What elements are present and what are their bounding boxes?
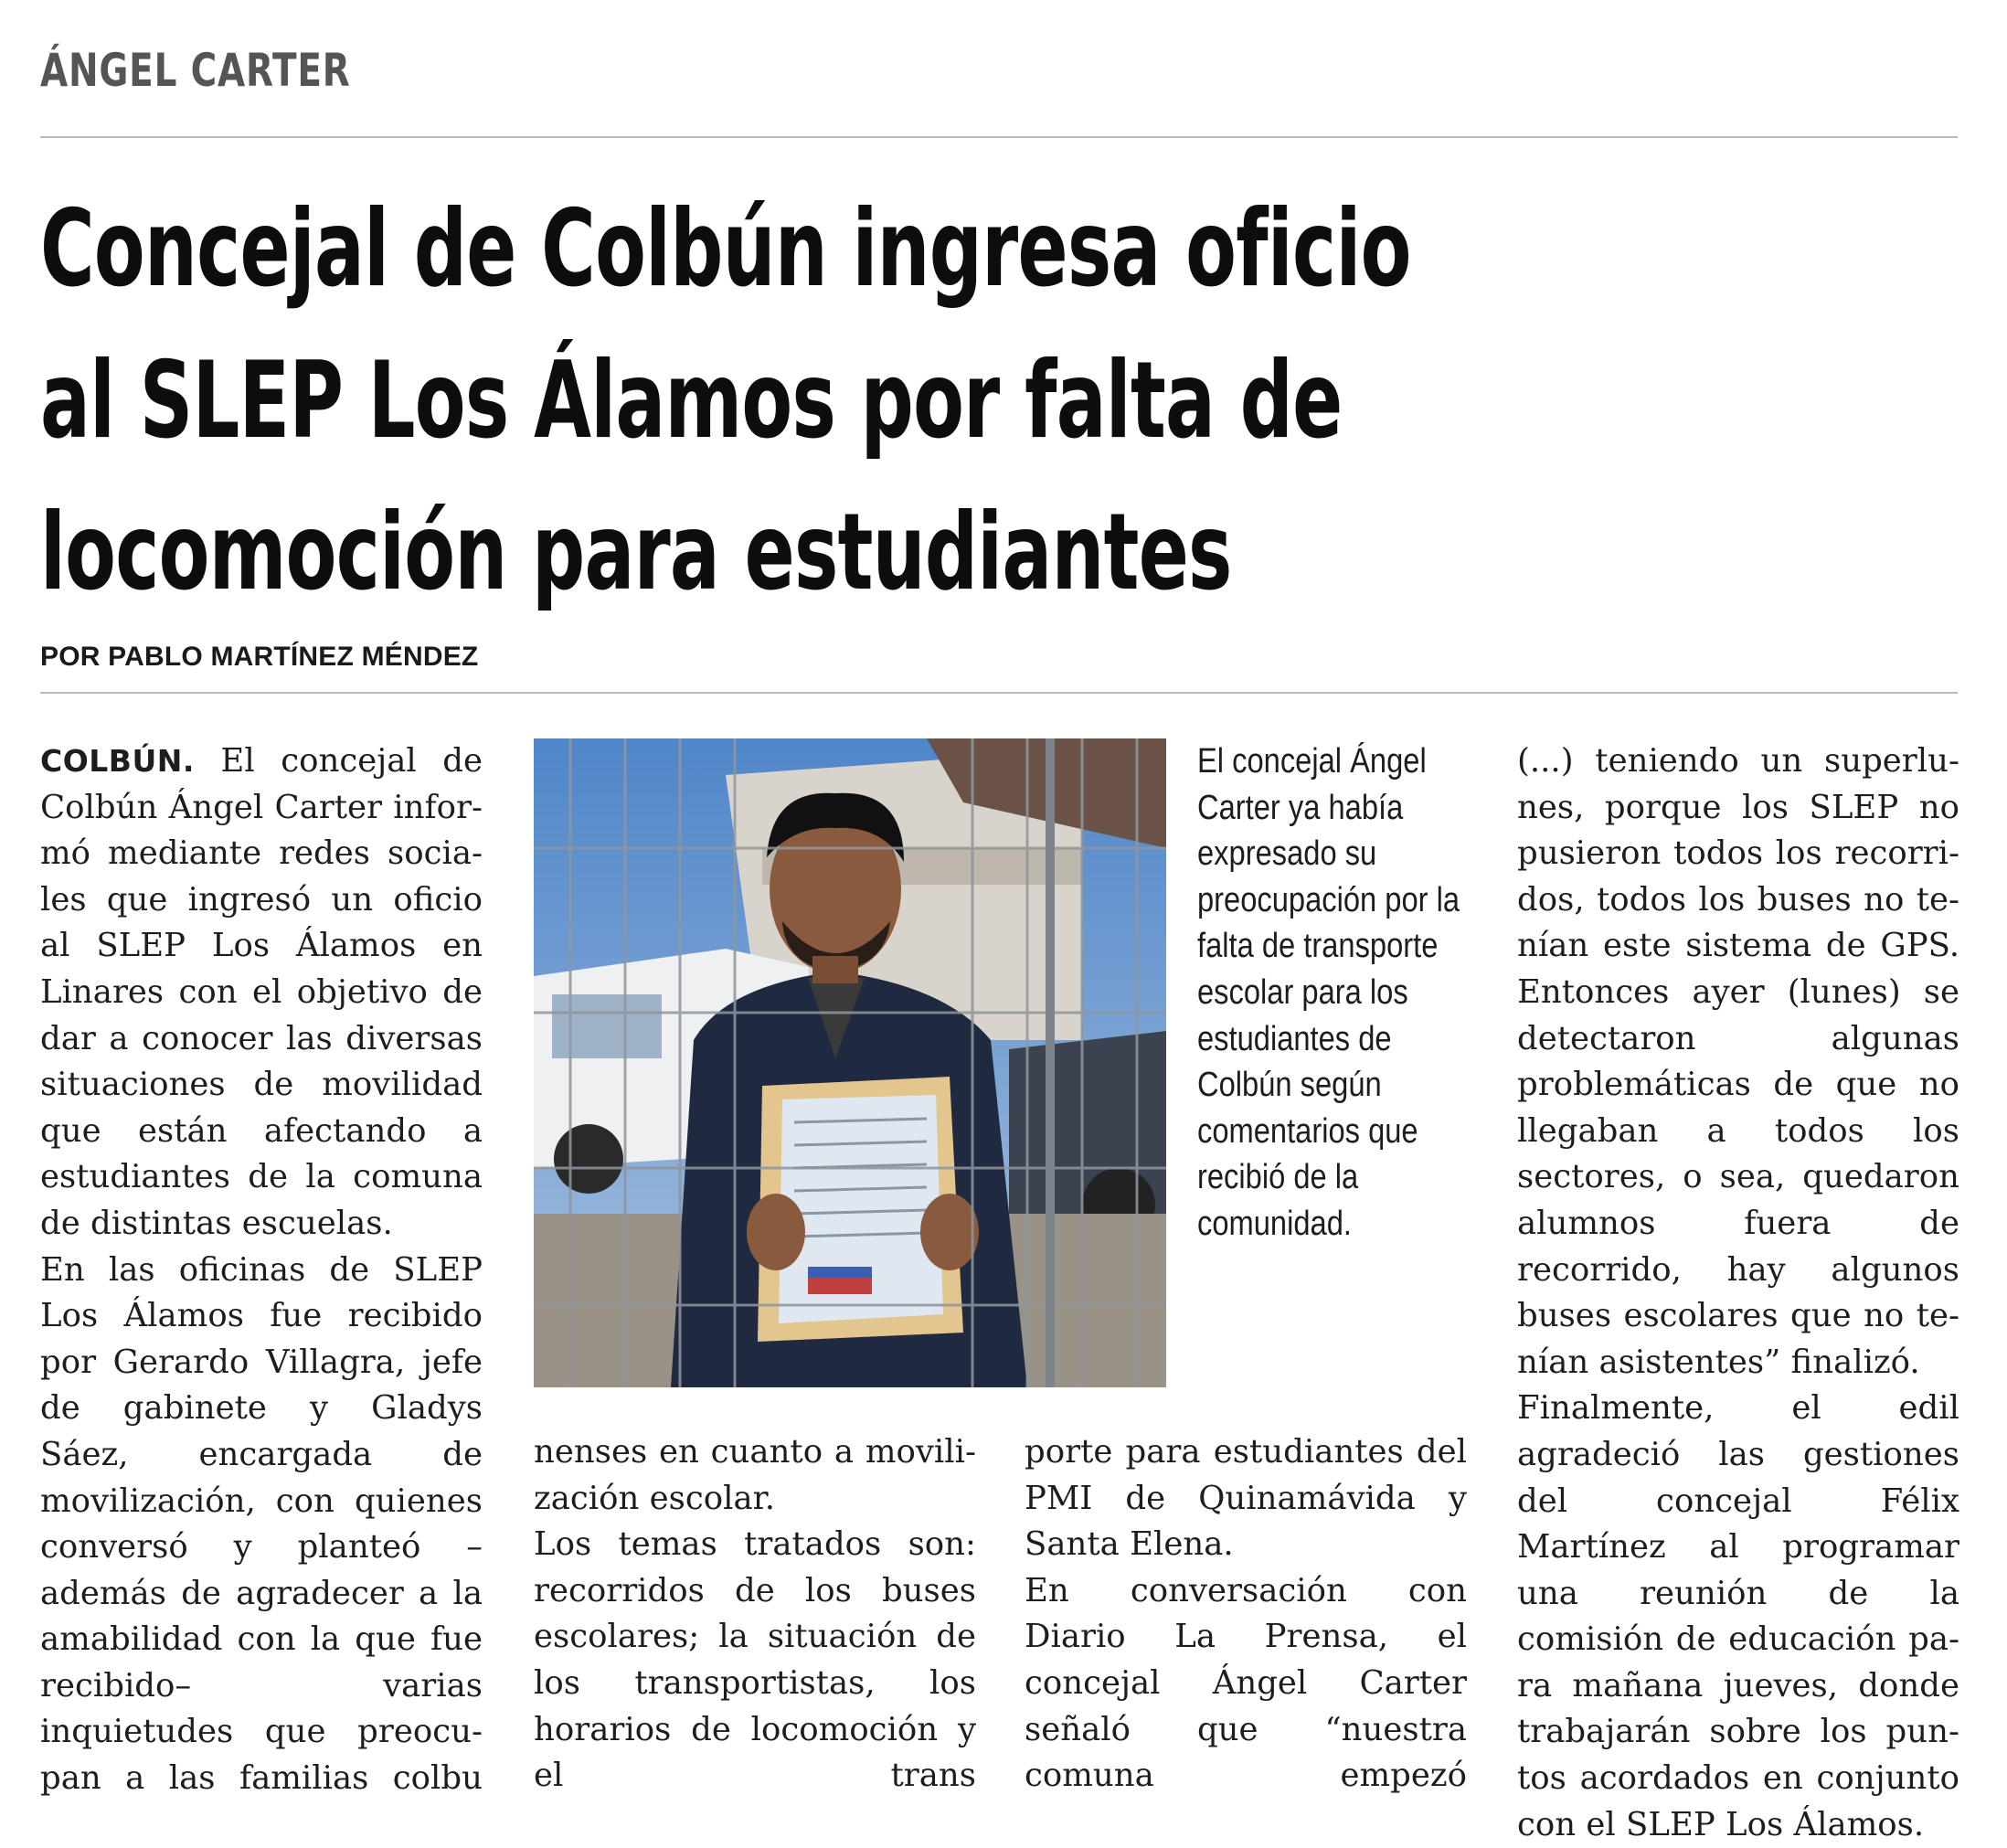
article-column-3	[1025, 1429, 1467, 1795]
column-1-text-1: El concejal de Colbún Ángel Carter informó mediante redes sociales que ingresó un oficio al SLEP Los Álamos en Linares con el objetivo de dar a conocer las diversas situaciones de movilidad que están afectando a estudiantes de la comuna de distintas escuelas.	[40, 742, 483, 1242]
photo-caption	[1197, 738, 1481, 1248]
column-1-paragraph-1	[40, 738, 483, 1248]
column-1-paragraph-2: En las oficinas de SLEP Los Álamos fue recibido por Gerardo Villagra, jefe de gabinete y Gladys Sáez, encargada de movilización, con quienes conversó y planteó –además de agradecer a la amabilidad con la que fue recibido– varias inquietudes que preocupan a las familias colbu	[40, 1250, 483, 1798]
column-2-paragraph-1: nenses en cuanto a movilización escolar.	[534, 1433, 976, 1517]
column-4-paragraph-2: Finalmente, el edil agradeció las gestiones del concejal Félix Martínez al programar una reunión de la comisión de educación para mañana jueves, donde trabajarán sobre los puntos acordados en conjunto con el SLEP Los Álamos.	[1517, 1389, 1959, 1843]
byline-divider	[40, 692, 1958, 694]
column-3-paragraph-2: En conversación con Diario La Prensa, el concejal Ángel Carter señaló que “nuestra comuna empezó	[1025, 1571, 1467, 1795]
headline-line-2: al SLEP Los Álamos por falta de	[40, 339, 1343, 462]
column-2-paragraph-2: Los temas tratados son: recorridos de los buses escolares; la situación de los transportistas, los horarios de locomoción y el trans	[534, 1525, 976, 1795]
byline: POR PABLO MARTÍNEZ MÉNDEZ	[40, 642, 479, 672]
top-divider	[40, 136, 1958, 138]
article-photo	[534, 738, 1166, 1387]
headline-line-3: locomoción para estudiantes	[40, 491, 1232, 614]
article-column-2	[534, 1429, 976, 1795]
section-label: ÁNGEL CARTER	[40, 44, 351, 97]
column-3-paragraph-1: porte para estudiantes del PMI de Quinamávida y Santa Elena.	[1025, 1433, 1467, 1564]
headline-line-1: Concejal de Colbún ingresa oficio	[40, 187, 1411, 311]
article-column-1	[40, 738, 483, 1798]
photo-caption-text: El concejal Ángel Carter ya había expresado su preocupación por la falta de transporte escolar para los estudiantes de Colbún según comentarios que recibió de la comunidad.	[1197, 742, 1460, 1243]
column-4-paragraph-1: (...) teniendo un superlunes, porque los SLEP no pusieron todos los recorridos, todos los buses no tenían este sistema de GPS. Entonces ayer (lunes) se detectaron algunas problemáticas de que no llegaban a todos los sectores, o sea, quedaron alumnos fuera de recorrido, hay algunos buses escolares que no tenían asistentes” finalizó.	[1517, 742, 1959, 1381]
headline	[40, 174, 1959, 629]
article-column-4	[1517, 738, 1959, 1843]
man-holding-document-photo	[534, 738, 1166, 1387]
dateline-city: COLBÚN.	[40, 743, 195, 779]
